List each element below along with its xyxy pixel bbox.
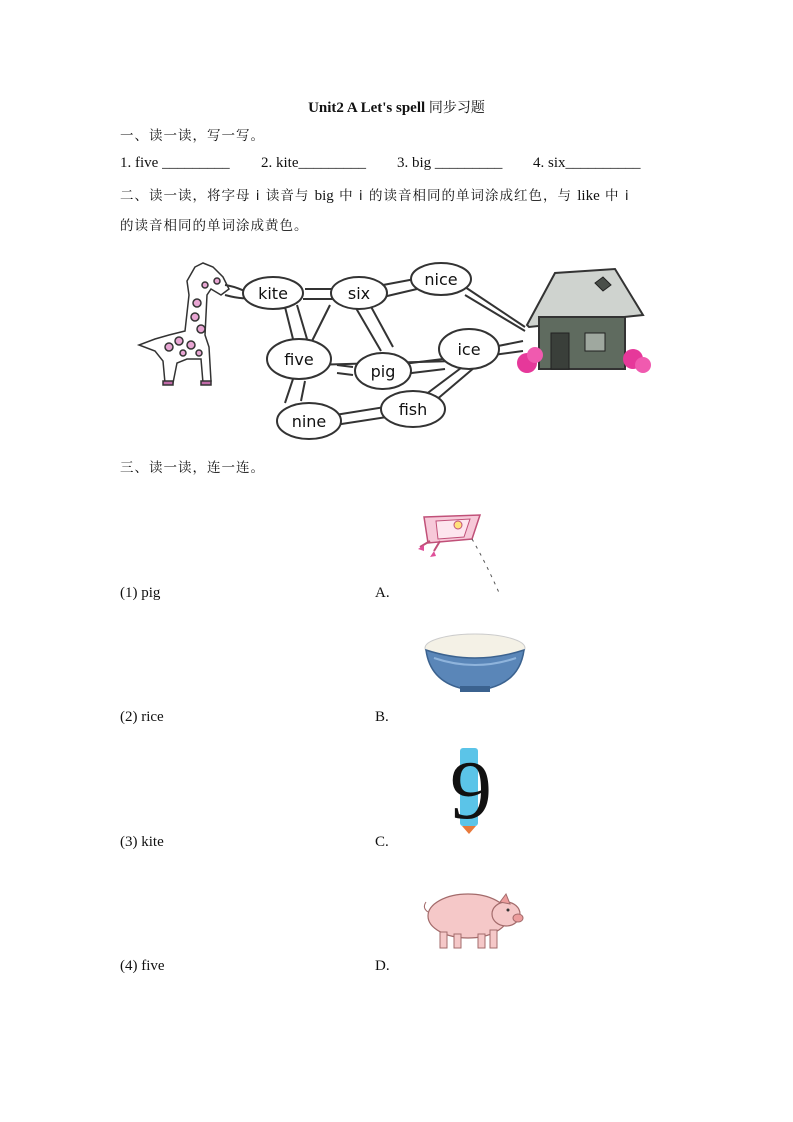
- kite-icon: [410, 503, 510, 603]
- maze-word-fish: fish: [398, 400, 428, 419]
- part1-item-4: 4. six__________: [533, 155, 641, 171]
- word-maze: [125, 255, 670, 445]
- rice-bowl-icon: [420, 628, 530, 696]
- title-cn: 同步习题: [428, 100, 485, 116]
- match-right-a: A.: [375, 585, 390, 601]
- match-left-4: (4) five: [120, 958, 165, 974]
- part2-text-line2: 的读音相同的单词涂成黄色。: [120, 218, 309, 234]
- giraffe-icon: [139, 263, 229, 385]
- part2-instructions: [120, 181, 680, 241]
- title-en: Unit2 A Let's spell: [308, 100, 426, 116]
- house-icon: [517, 269, 651, 373]
- maze-word-five: five: [284, 350, 314, 369]
- part1-item-2: 2. kite_________: [261, 155, 366, 171]
- match-right-c: C.: [375, 834, 389, 850]
- part2-text-e: 中 i: [605, 188, 630, 204]
- part1-item-1: 1. five _________: [120, 155, 230, 171]
- part2-word-like: like: [577, 188, 600, 204]
- maze-word-pig: pig: [370, 362, 396, 381]
- maze-word-six: six: [347, 284, 371, 303]
- pig-icon: [420, 882, 528, 954]
- part3-heading: 三、读一读，连一连。: [120, 460, 265, 476]
- match-left-1: (1) pig: [120, 585, 161, 601]
- number-nine-icon: [440, 748, 502, 834]
- maze-word-ice: ice: [457, 340, 481, 359]
- part2-text-a: 二、读一读，将字母 i 读音与: [120, 188, 310, 204]
- digit-nine: 9: [450, 748, 492, 834]
- maze-word-nine: nine: [291, 412, 327, 431]
- match-right-d: D.: [375, 958, 390, 974]
- part2-text-c: 中 i 的读音相同的单词涂成红色，与: [339, 188, 572, 204]
- match-left-2: (2) rice: [120, 709, 164, 725]
- maze-word-kite: kite: [258, 284, 288, 303]
- part1-heading: 一、读一读，写一写。: [120, 128, 265, 144]
- match-left-3: (3) kite: [120, 834, 164, 850]
- part1-item-3: 3. big _________: [397, 155, 503, 171]
- part2-word-big: big: [314, 188, 334, 204]
- page-title: [0, 97, 793, 117]
- maze-word-nice: nice: [424, 270, 458, 289]
- match-right-b: B.: [375, 709, 389, 725]
